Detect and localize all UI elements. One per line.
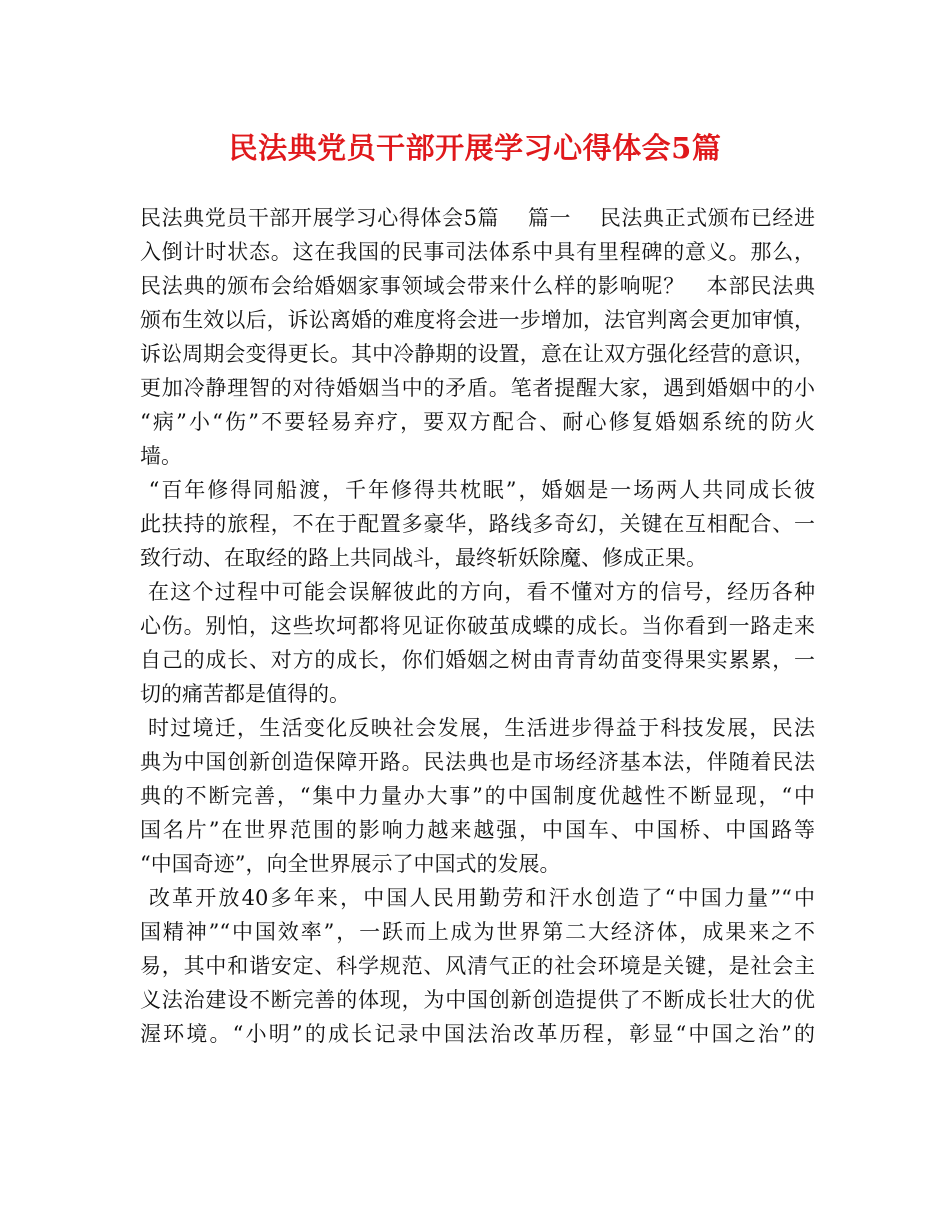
document-title: 民法典党员干部开展学习心得体会5篇 — [228, 131, 722, 165]
body-line: 时过境迁，生活变化反映社会发展，生活进步得益于科技发展，民法 — [140, 716, 815, 740]
body-line: 致行动、在取经的路上共同战斗，最终斩妖除魔、修成正果。 — [140, 546, 707, 570]
body-line: 改革开放40多年来，中国人民用勤劳和汗水创造了“中国力量”“中 — [140, 886, 815, 910]
body-line: 典的不断完善，“集中力量办大事”的中国制度优越性不断显现，“中 — [140, 784, 815, 808]
body-line: 民法典党员干部开展学习心得体会5篇 篇一 民法典正式颁布已经进 — [140, 206, 815, 230]
body-line: 入倒计时状态。这在我国的民事司法体系中具有里程碑的意义。那么， — [140, 240, 815, 264]
body-line: “病”小“伤”不要轻易弃疗，要双方配合、耐心修复婚姻系统的防火 — [140, 410, 815, 434]
body-line: 更加冷静理智的对待婚姻当中的矛盾。笔者提醒大家，遇到婚姻中的小 — [140, 376, 815, 400]
document-body — [140, 201, 815, 1051]
body-line: “百年修得同船渡，千年修得共枕眠”，婚姻是一场两人共同成长彼 — [140, 478, 815, 502]
body-line: 心伤。别怕，这些坎坷都将见证你破茧成蝶的成长。当你看到一路走来 — [140, 614, 815, 638]
body-line: 国名片”在世界范围的影响力越来越强，中国车、中国桥、中国路等 — [140, 818, 815, 842]
body-line: 颁布生效以后，诉讼离婚的难度将会进一步增加，法官判离会更加审慎， — [140, 308, 815, 332]
body-line: 诉讼周期会变得更长。其中冷静期的设置，意在让双方强化经营的意识， — [140, 342, 815, 366]
body-line: 切的痛苦都是值得的。 — [140, 682, 350, 706]
body-line: 易，其中和谐安定、科学规范、风清气正的社会环境是关键，是社会主 — [140, 954, 815, 978]
body-line: 义法治建设不断完善的体现，为中国创新创造提供了不断成长壮大的优 — [140, 988, 815, 1012]
body-line: 在这个过程中可能会误解彼此的方向，看不懂对方的信号，经历各种 — [140, 580, 815, 604]
body-line: 自己的成长、对方的成长，你们婚姻之树由青青幼苗变得果实累累，一 — [140, 648, 815, 672]
body-line: “中国奇迹”，向全世界展示了中国式的发展。 — [140, 852, 561, 876]
body-line: 渥环境。“小明”的成长记录中国法治改革历程，彰显“中国之治”的 — [140, 1022, 815, 1046]
body-line: 国精神”“中国效率”，一跃而上成为世界第二大经济体，成果来之不 — [140, 920, 815, 944]
body-line: 典为中国创新创造保障开路。民法典也是市场经济基本法，伴随着民法 — [140, 750, 815, 774]
body-line: 墙。 — [140, 444, 182, 468]
body-line: 此扶持的旅程，不在于配置多豪华，路线多奇幻，关键在互相配合、一 — [140, 512, 815, 536]
body-line: 民法典的颁布会给婚姻家事领域会带来什么样的影响呢？ 本部民法典 — [140, 274, 815, 298]
